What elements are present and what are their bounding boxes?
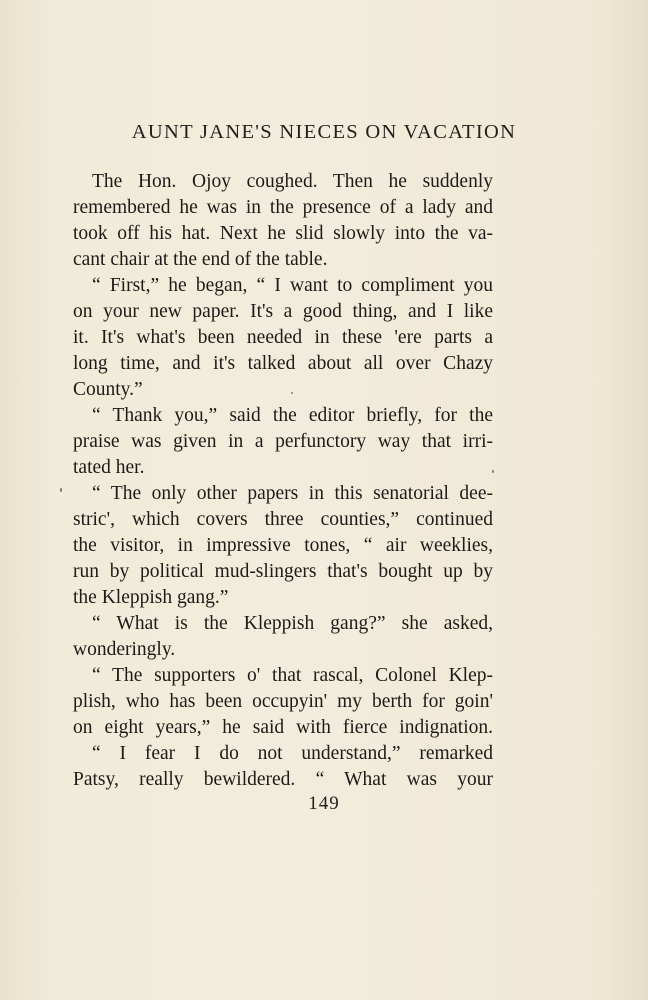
text-line: “ Thank you,” said the editor briefly, for the bbox=[92, 405, 493, 426]
text-line: on your new paper. It's a good thing, and I like bbox=[73, 301, 493, 322]
page-body-text bbox=[73, 169, 493, 793]
paper-speck bbox=[60, 488, 62, 492]
text-line: run by political mud-slingers that's bought up by bbox=[73, 561, 493, 582]
running-head: AUNT JANE'S NIECES ON VACATION bbox=[131, 121, 517, 143]
text-line: wonderingly. bbox=[73, 639, 176, 660]
text-line: “ What is the Kleppish gang?” she asked, bbox=[92, 613, 493, 634]
text-line: County.” bbox=[73, 379, 143, 400]
page-number: 149 bbox=[308, 793, 340, 814]
text-line: “ I fear I do not understand,” remarked bbox=[92, 743, 493, 764]
text-line: cant chair at the end of the table. bbox=[73, 249, 328, 270]
paper-speck bbox=[291, 392, 293, 394]
text-line: praise was given in a perfunctory way that irri- bbox=[73, 431, 493, 452]
text-line: the Kleppish gang.” bbox=[73, 587, 229, 608]
paper-speck bbox=[492, 470, 494, 473]
text-line: plish, who has been occupyin' my berth for goin' bbox=[73, 691, 493, 712]
text-line: took off his hat. Next he slid slowly into the va- bbox=[73, 223, 493, 244]
text-line: “ First,” he began, “ I want to compliment you bbox=[92, 275, 493, 296]
text-line: The Hon. Ojoy coughed. Then he suddenly bbox=[92, 171, 493, 192]
text-line: on eight years,” he said with fierce indignation. bbox=[73, 717, 493, 738]
text-line: “ The only other papers in this senatorial dee- bbox=[92, 483, 493, 504]
text-line: Patsy, really bewildered. “ What was your bbox=[73, 769, 493, 790]
text-line: the visitor, in impressive tones, “ air weeklies, bbox=[73, 535, 493, 556]
text-line: long time, and it's talked about all over Chazy bbox=[73, 353, 493, 374]
text-line: “ The supporters o' that rascal, Colonel Klep- bbox=[92, 665, 493, 686]
text-line: it. It's what's been needed in these 'ere parts a bbox=[73, 327, 493, 348]
text-line: stric', which covers three counties,” continued bbox=[73, 509, 493, 530]
text-line: tated her. bbox=[73, 457, 145, 478]
text-line: remembered he was in the presence of a lady and bbox=[73, 197, 493, 218]
